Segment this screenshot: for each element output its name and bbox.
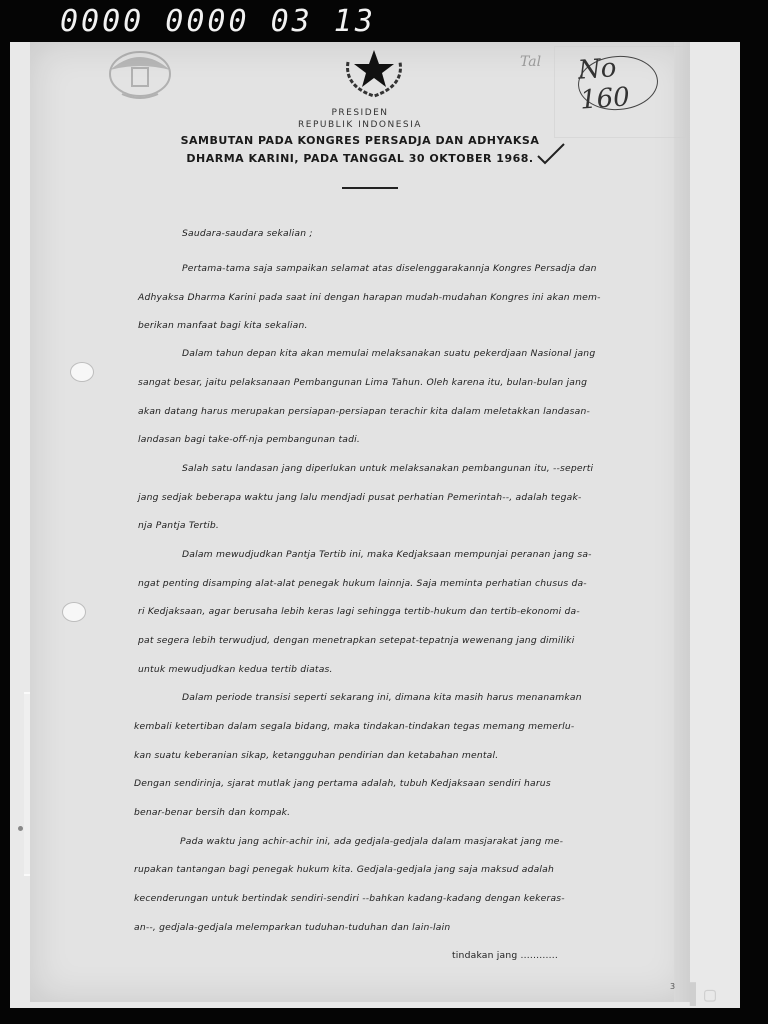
body-line: landasan bagi take-off-nja pembangunan tadi.: [138, 434, 360, 445]
body-line: ngat penting disamping alat-alat penegak hukum lainnja. Saja meminta perhatian chusus da-: [138, 578, 587, 589]
document-page: [30, 42, 690, 1002]
body-line: jang sedjak beberapa waktu jang lalu mendjadi pusat perhatian Pemerintah--, adalah tegak-: [138, 492, 582, 503]
body-line: ri Kedjaksaan, agar berusaha lebih keras lagi sehingga tertib-hukum dan tertib-ekonomi da-: [138, 606, 580, 617]
body-line: nja Pantja Tertib.: [138, 520, 220, 531]
body-line: Saudara-saudara sekalian ;: [182, 228, 313, 239]
speech-title-line1: SAMBUTAN PADA KONGRES PERSADJA DAN ADHYAKSA: [180, 134, 540, 147]
body-line: Dalam tahun depan kita akan memulai melaksanakan suatu pekerdjaan Nasional jang: [182, 348, 596, 359]
catchword: tindakan jang ............: [452, 950, 558, 961]
header-line-republic: REPUBLIK INDONESIA: [298, 120, 422, 130]
body-line: Dengan sendirinja, sjarat mutlak jang pertama adalah, tubuh Kedjaksaan sendiri harus: [134, 778, 551, 789]
body-line: kan suatu keberanian sikap, ketangguhan pendirian dan ketabahan mental.: [134, 750, 499, 761]
body-line: rupakan tantangan bagi penegak hukum kita. Gedjala-gedjala jang saja maksud adalah: [134, 864, 555, 875]
body-line: pat segera lebih terwudjud, dengan menetrapkan setepat-tepatnja wewenang jang dimiliki: [138, 635, 575, 646]
corner-film-mark: ▌▢: [690, 982, 719, 1006]
checkmark-icon: [536, 142, 566, 166]
punch-hole-top: [70, 362, 94, 382]
presidential-star-emblem-icon: [334, 42, 414, 102]
page-mark: 3: [670, 982, 676, 991]
body-line: benar-benar bersih dan kompak.: [134, 807, 291, 818]
body-line: Adhyaksa Dharma Karini pada saat ini dengan harapan mudah-mudahan Kongres ini akan mem-: [138, 292, 601, 303]
body-line: Dalam periode transisi seperti sekarang ini, dimana kita masih harus menanamkan: [182, 692, 582, 703]
body-line: Salah satu landasan jang diperlukan untuk melaksanakan pembangunan itu, --seperti: [182, 463, 594, 474]
body-line: akan datang harus merupakan persiapan-persiapan terachir kita dalam meletakkan landasan-: [138, 406, 590, 417]
archive-number-annotation: No 160: [576, 53, 660, 112]
microfilm-frame-code: 0000 0000 03 13: [60, 4, 376, 39]
body-line: Dalam mewudjudkan Pantja Tertib ini, maka Kedjaksaan mempunjai peranan jang sa-: [182, 549, 592, 560]
body-line: Pada waktu jang achir-achir ini, ada gedjala-gedjala dalam masjarakat jang me-: [180, 836, 564, 847]
body-line: kecenderungan untuk bertindak sendiri-sendiri --bahkan kadang-kadang dengan kekeras-: [134, 893, 565, 904]
header-line-president: PRESIDEN: [331, 108, 389, 118]
title-divider: [342, 187, 398, 189]
body-line: an--, gedjala-gedjala melemparkan tuduhan-tuduhan dan lain-lain: [134, 922, 451, 933]
body-line: berikan manfaat bagi kita sekalian.: [138, 320, 308, 331]
body-line: sangat besar, jaitu pelaksanaan Pembangunan Lima Tahun. Oleh karena itu, bulan-bulan jang: [138, 377, 588, 388]
body-line: kembali ketertiban dalam segala bidang, maka tindakan-tindakan tegas memang memerlu-: [134, 721, 575, 732]
binder-dot: [18, 826, 23, 831]
body-line: untuk mewudjudkan kedua tertib diatas.: [138, 664, 333, 675]
page-edge-shadow: [674, 42, 690, 1002]
speech-title-line2: DHARMA KARINI, PADA TANGGAL 30 OKTOBER 1968.: [186, 152, 534, 165]
punch-hole-bottom: [62, 602, 86, 622]
garuda-emblem-icon: [98, 44, 182, 104]
body-line: Pertama-tama saja sampaikan selamat atas diselenggarakannja Kongres Persadja dan: [182, 263, 597, 274]
faint-handwritten-note: Tal: [520, 54, 542, 70]
